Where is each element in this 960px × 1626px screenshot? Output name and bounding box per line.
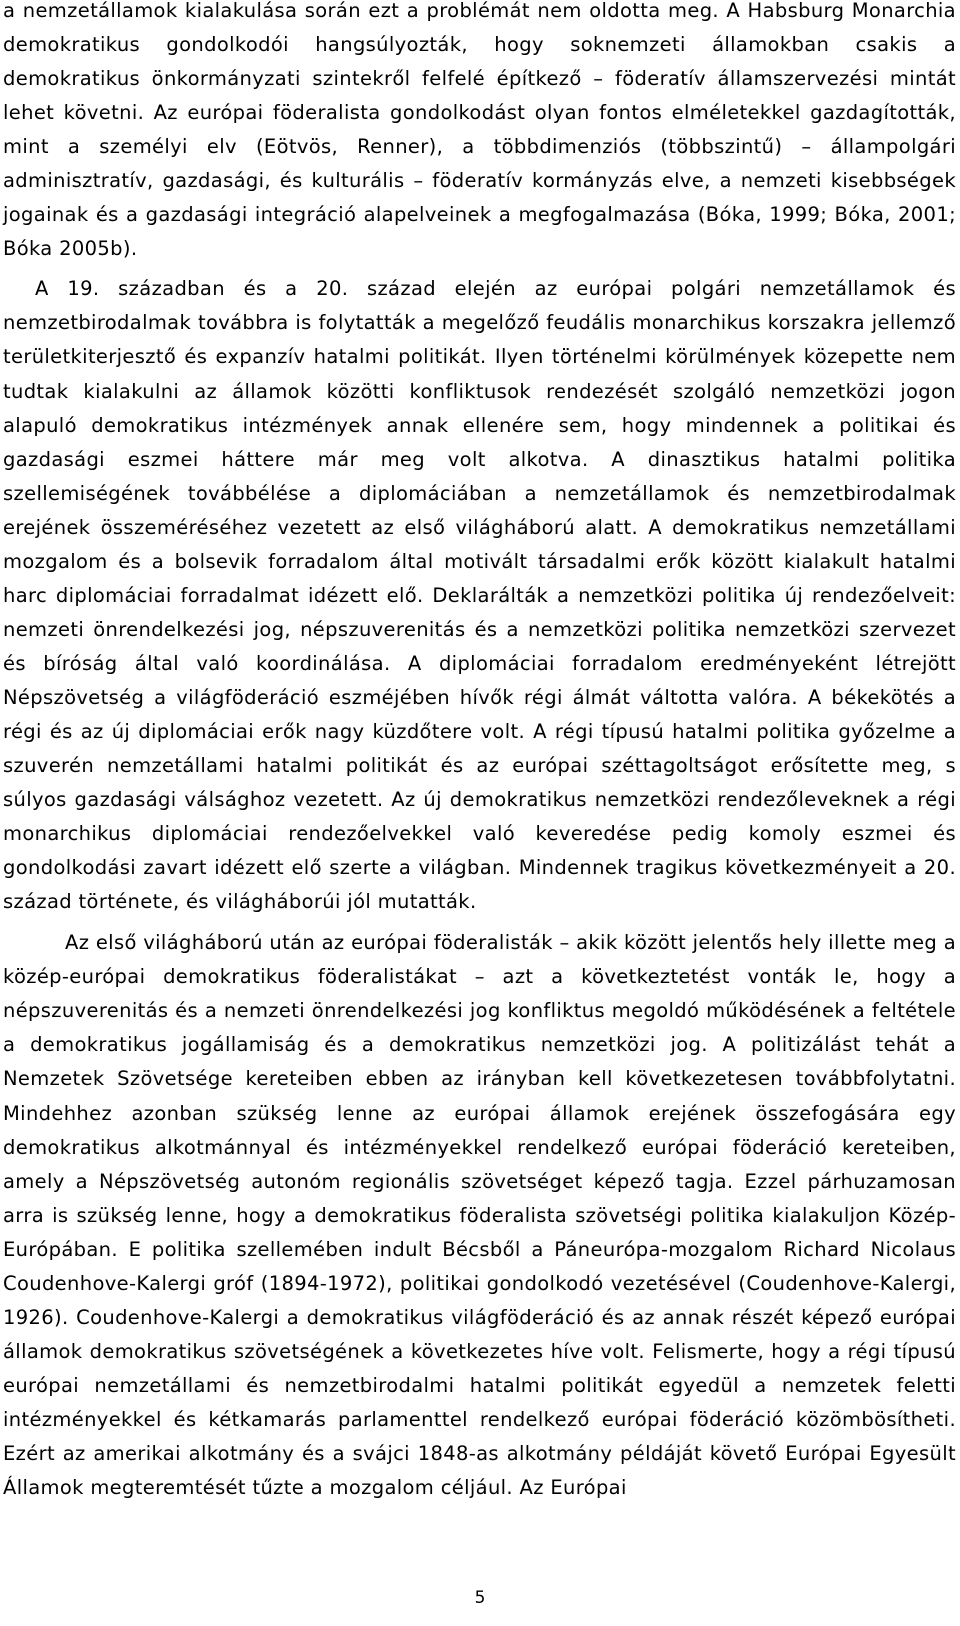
paragraph-3: Az első világháború után az európai föderalisták – akik között jelentős hely illette meg a közép-európai demokratikus föderalistákat – azt a következtetést vonták le, hogy a népszuverenitás és a nemzeti önrendelkezési jog konfliktus megoldó működésének a feltétele a demokratikus jogállamiság és a demokratikus nemzetközi jog. A politizálást tehát a Nemzetek Szövetsége kereteiben ebben az irányban kell következetesen továbbfolytatni. Mindehhez azonban szükség lenne az európai államok erejének összefogására egy demokratikus alkotmánnyal és intézményekkel rendelkező európai föderáció kereteiben, amely a Népszövetség autonóm regionális szövetséget képező tagja. Ezzel párhuzamosan arra is szükség lenne, hogy a demokratikus föderalista szövetségi politika kialakuljon Közép-Európában. E politika szellemében indult Bécsből a Páneurópa-mozgalom Richard Nicolaus Coudenhove-Kalergi gróf (1894-1972), politikai gondolkodó vezetésével (Coudenhove-Kalergi, 1926). Coudenhove-Kalergi a demokratikus világföderáció és az annak részét képező európai államok demokratikus szövetségének a következetes híve volt. Felismerte, hogy a régi típusú európai nemzetállami és nemzetbirodalmi hatalmi politikát egyedül a nemzetek feletti intézményekkel és kétkamarás parlamenttel rendelkező európai föderáció közömbösítheti. Ezért az amerikai alkotmány és a svájci 1848-as alkotmány példáját követő Európai Egyesült Államok megteremtését tűzte a mozgalom céljául. Az Európai — [3, 931, 956, 1500]
paragraph-1: a nemzetállamok kialakulása során ezt a problémát nem oldotta meg. A Habsburg Monarchia demokratikus gondolkodói hangsúlyozták, hogy soknemzeti államokban csakis a demokratikus önkormányzati szintekről felfelé építkező – föderatív államszervezési mintát lehet követni. Az európai föderalista gondolkodást olyan fontos elméletekkel gazdagították, mint a személyi elv (Eötvös, Renner), a többdimenziós (többszintű) – állampolgári adminisztratív, gazdasági, és kulturális – föderatív kormányzás elve, a nemzeti kisebbségek jogainak és a gazdasági integráció alapelveinek a megfogalmazása (Bóka, 1999; Bóka, 2001; Bóka 2005b). — [3, 0, 956, 261]
body-text — [3, 0, 956, 1505]
paragraph-2: A 19. században és a 20. század elején az európai polgári nemzetállamok és nemzetbirodalmak továbbra is folytatták a megelőző feudális monarchikus korszakra jellemző területkiterjesztő és expanzív hatalmi politikát. Ilyen történelmi körülmények közepette nem tudtak kialakulni az államok közötti konfliktusok rendezését szolgáló nemzetközi jogon alapuló demokratikus intézmények annak ellenére sem, hogy mindennek a politikai és gazdasági eszmei háttere már meg volt alkotva. A dinasztikus hatalmi politika szellemiségének továbbélése a diplomáciában a nemzetállamok és nemzetbirodalmak erejének összeméréséhez vezetett az első világháború alatt. A demokratikus nemzetállami mozgalom és a bolsevik forradalom által motivált társadalmi erők között kialakult hatalmi harc diplomáciai forradalmat idézett elő. Deklarálták a nemzetközi politika új rendezőelveit: nemzeti önrendelkezési jog, népszuverenitás és a nemzetközi politika nemzetközi szervezet és bíróság által való koordinálása. A diplomáciai forradalom eredményeként létrejött Népszövetség a világföderáció eszméjében hívők régi álmát váltotta valóra. A békekötés a régi és az új diplomáciai erők nagy küzdőtere volt. A régi típusú hatalmi politika győzelme a szuverén nemzetállami hatalmi politikát és az európai széttagoltságot erősítette meg, s súlyos gazdasági válsághoz vezetett. Az új demokratikus nemzetközi rendezőleveknek a régi monarchikus diplomáciai rendezőelvekkel való keveredése pedig komoly eszmei és gondolkodási zavart idézett elő szerte a világban. Mindennek tragikus következményeit a 20. század története, és világháborúi jól mutatták. — [3, 277, 956, 914]
page-number: 5 — [474, 1588, 486, 1608]
